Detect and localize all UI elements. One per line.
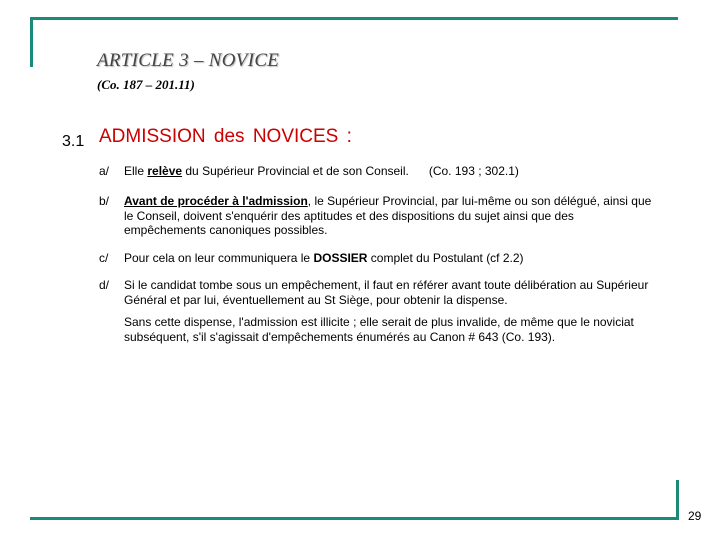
item-d-label: d/ — [99, 278, 110, 292]
frame-right-line — [676, 480, 679, 520]
item-a-text-1: Elle — [124, 164, 148, 178]
item-a-emphasis: relève — [147, 164, 183, 178]
item-b-label: b/ — [99, 194, 110, 208]
item-a-reference: (Co. 193 ; 302.1) — [428, 164, 519, 178]
section-title: ADMISSION des NOVICES : — [99, 126, 352, 147]
item-c-text — [124, 251, 689, 266]
item-a-label: a/ — [99, 164, 110, 178]
item-d-text-2: Sans cette dispense, l'admission est illicite ; elle serait de plus invalide, de même que le noviciat subséquent, s'il s'agissait d'empêchements énumérés au Canon # 643 (Co. 193). — [124, 315, 634, 344]
item-a-text — [124, 164, 689, 179]
frame-bottom-line — [30, 517, 678, 520]
item-d-text-1: Si le candidat tombe sous un empêchement, il faut en référer avant toute délibération au Supérieur Général et par lui, éventuellement au St Siège, pour obtenir la dispense. — [124, 278, 649, 307]
item-b-text-1: , le Supérieur Provincial, par lui-même ou son délégué, ainsi que le Conseil, doivent s'enquérir des aptitudes et des dispositions du sujet ainsi que des empêchements canoniques possibles. — [124, 194, 652, 237]
item-c-label: c/ — [99, 251, 109, 265]
item-c-text-2: complet du Postulant (cf 2.2) — [367, 251, 524, 265]
item-a-text-2: du Supérieur Provincial et de son Conseil. — [182, 164, 409, 178]
frame-left-line — [30, 17, 33, 67]
item-b-text — [124, 194, 654, 238]
item-b-emphasis: Avant de procéder à l'admission — [124, 194, 308, 208]
section-number: 3.1 — [62, 133, 85, 150]
article-title: ARTICLE 3 – NOVICE — [97, 50, 280, 71]
article-subtitle: (Co. 187 – 201.11) — [97, 77, 195, 92]
frame-top-line — [30, 17, 678, 20]
item-c-dossier: DOSSIER — [313, 251, 368, 265]
item-c-text-1: Pour cela on leur communiquera le — [124, 251, 314, 265]
page-number: 29 — [688, 509, 702, 523]
